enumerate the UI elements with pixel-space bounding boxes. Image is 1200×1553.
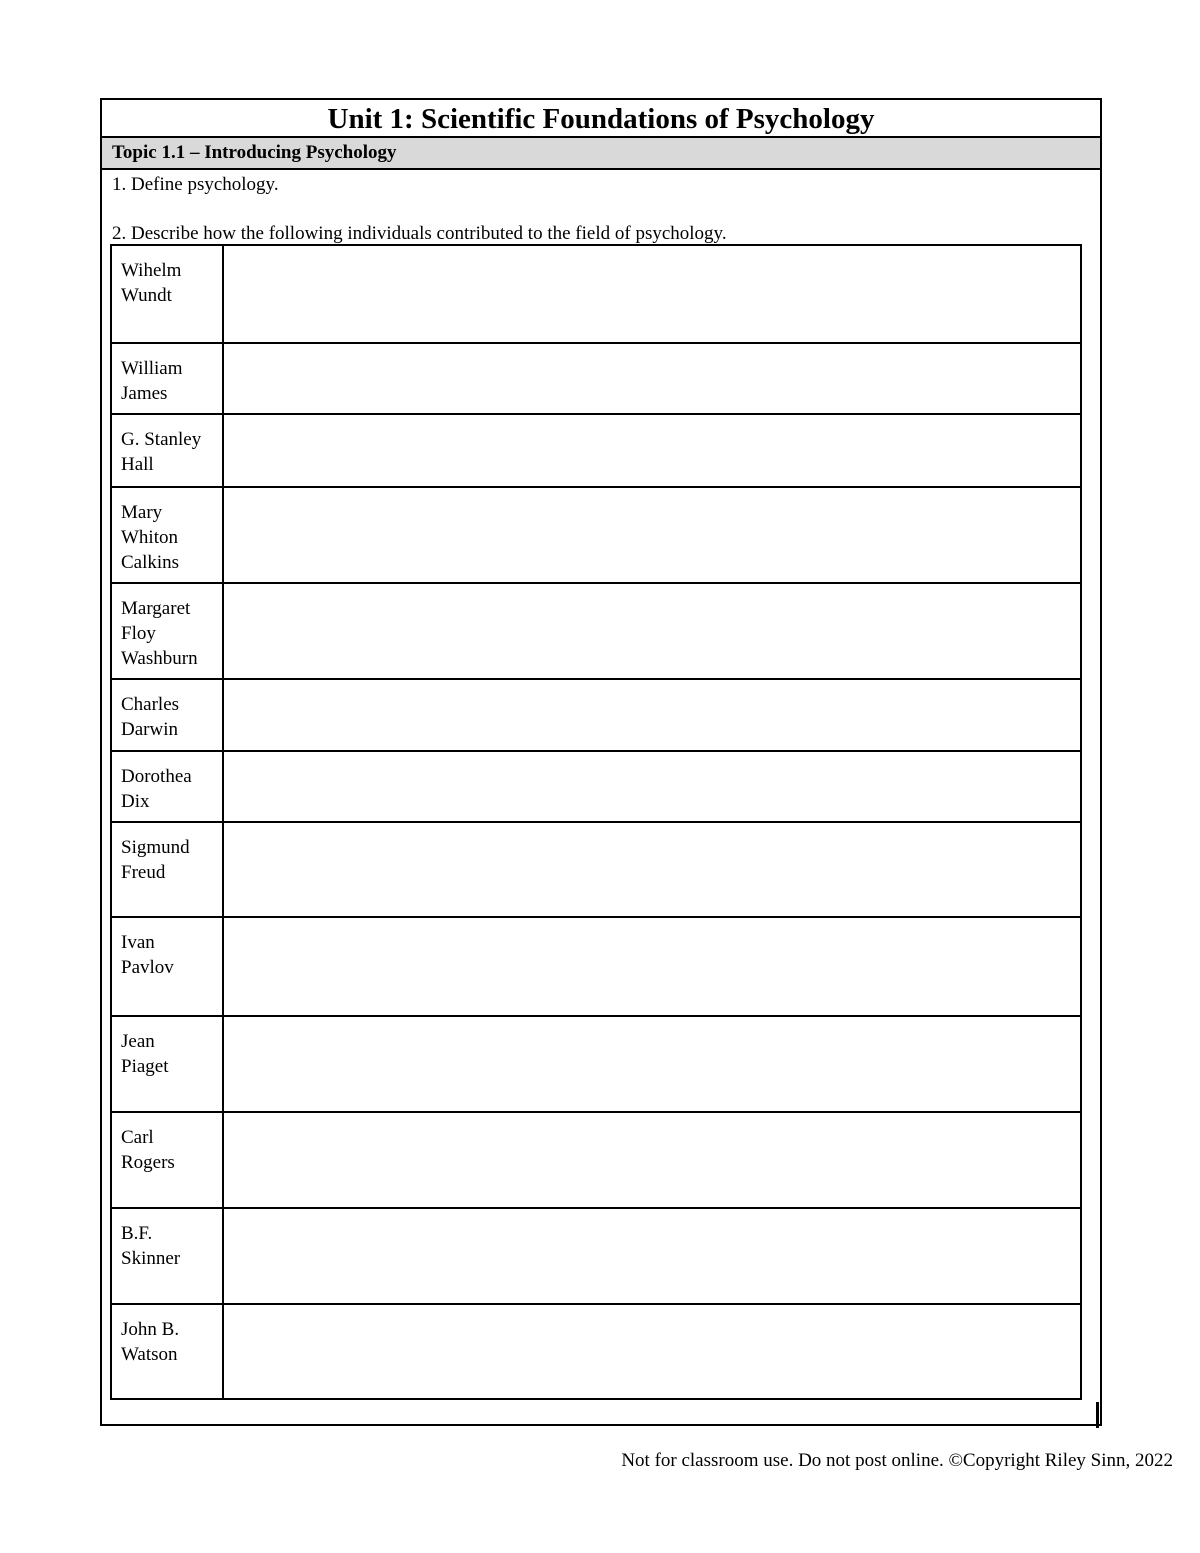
person-name-cell [111,245,223,343]
question-define-psychology: 1. Define psychology. [112,174,279,195]
table-row [111,583,1081,679]
person-name-line: G. Stanley [121,429,202,450]
person-name-line: Margaret [121,598,191,619]
answer-cell[interactable] [223,1208,1081,1304]
person-name-line: Rogers [121,1152,175,1173]
worksheet-frame [100,98,1102,1426]
answer-cell[interactable] [223,751,1081,822]
answer-cell[interactable] [223,1016,1081,1112]
person-name-cell [111,1112,223,1208]
answer-cell[interactable] [223,822,1081,917]
person-name-cell [111,414,223,487]
person-name-line: Dorothea [121,766,192,787]
table-row [111,487,1081,583]
person-name-line: Floy [121,623,156,644]
person-name-line: William [121,358,183,379]
person-name-cell [111,679,223,751]
table-row [111,1304,1081,1399]
answer-cell[interactable] [223,1304,1081,1399]
person-name-line: Piaget [121,1056,169,1077]
table-row [111,414,1081,487]
table-row [111,751,1081,822]
table-row [111,917,1081,1016]
frame-corner-mark [1096,1402,1099,1428]
table-row [111,1208,1081,1304]
table-row [111,1016,1081,1112]
person-name-line: Sigmund [121,837,190,858]
person-name-line: Washburn [121,648,198,669]
answer-cell[interactable] [223,245,1081,343]
person-name-line: Whiton [121,527,178,548]
person-name-line: Calkins [121,552,180,573]
person-name-line: Charles [121,694,180,715]
person-name-cell [111,1208,223,1304]
person-name-line: Darwin [121,719,178,740]
copyright-footer: Not for classroom use. Do not post online. ©Copyright Riley Sinn, 2022 [621,1450,1173,1471]
person-name-cell [111,583,223,679]
answer-cell[interactable] [223,679,1081,751]
person-name-line: Carl [121,1127,154,1148]
answer-cell[interactable] [223,1112,1081,1208]
person-name-line: Freud [121,862,166,883]
table-row [111,343,1081,414]
topic-heading: Topic 1.1 – Introducing Psychology [102,138,1100,170]
answer-cell[interactable] [223,343,1081,414]
table-row [111,1112,1081,1208]
contributors-table [110,244,1082,1400]
person-name-line: Wihelm [121,260,182,281]
person-name-cell [111,487,223,583]
person-name-cell [111,917,223,1016]
person-name-line: Dix [121,791,150,812]
person-name-line: Jean [121,1031,155,1052]
table-row [111,679,1081,751]
person-name-line: Watson [121,1344,178,1365]
person-name-cell [111,343,223,414]
person-name-cell [111,751,223,822]
person-name-line: Hall [121,454,154,475]
person-name-line: Skinner [121,1248,181,1269]
person-name-cell [111,1016,223,1112]
answer-cell[interactable] [223,414,1081,487]
person-name-line: James [121,383,168,404]
answer-cell[interactable] [223,583,1081,679]
person-name-line: Mary [121,502,163,523]
answer-cell[interactable] [223,917,1081,1016]
person-name-line: Ivan [121,932,155,953]
table-row [111,822,1081,917]
person-name-cell [111,822,223,917]
person-name-line: John B. [121,1319,180,1340]
question-describe-contributions: 2. Describe how the following individuals contributed to the field of psychology. [112,223,727,244]
person-name-line: B.F. [121,1223,153,1244]
person-name-line: Wundt [121,285,172,306]
page-title: Unit 1: Scientific Foundations of Psychology [102,100,1100,138]
answer-cell[interactable] [223,487,1081,583]
person-name-cell [111,1304,223,1399]
person-name-line: Pavlov [121,957,174,978]
table-row [111,245,1081,343]
